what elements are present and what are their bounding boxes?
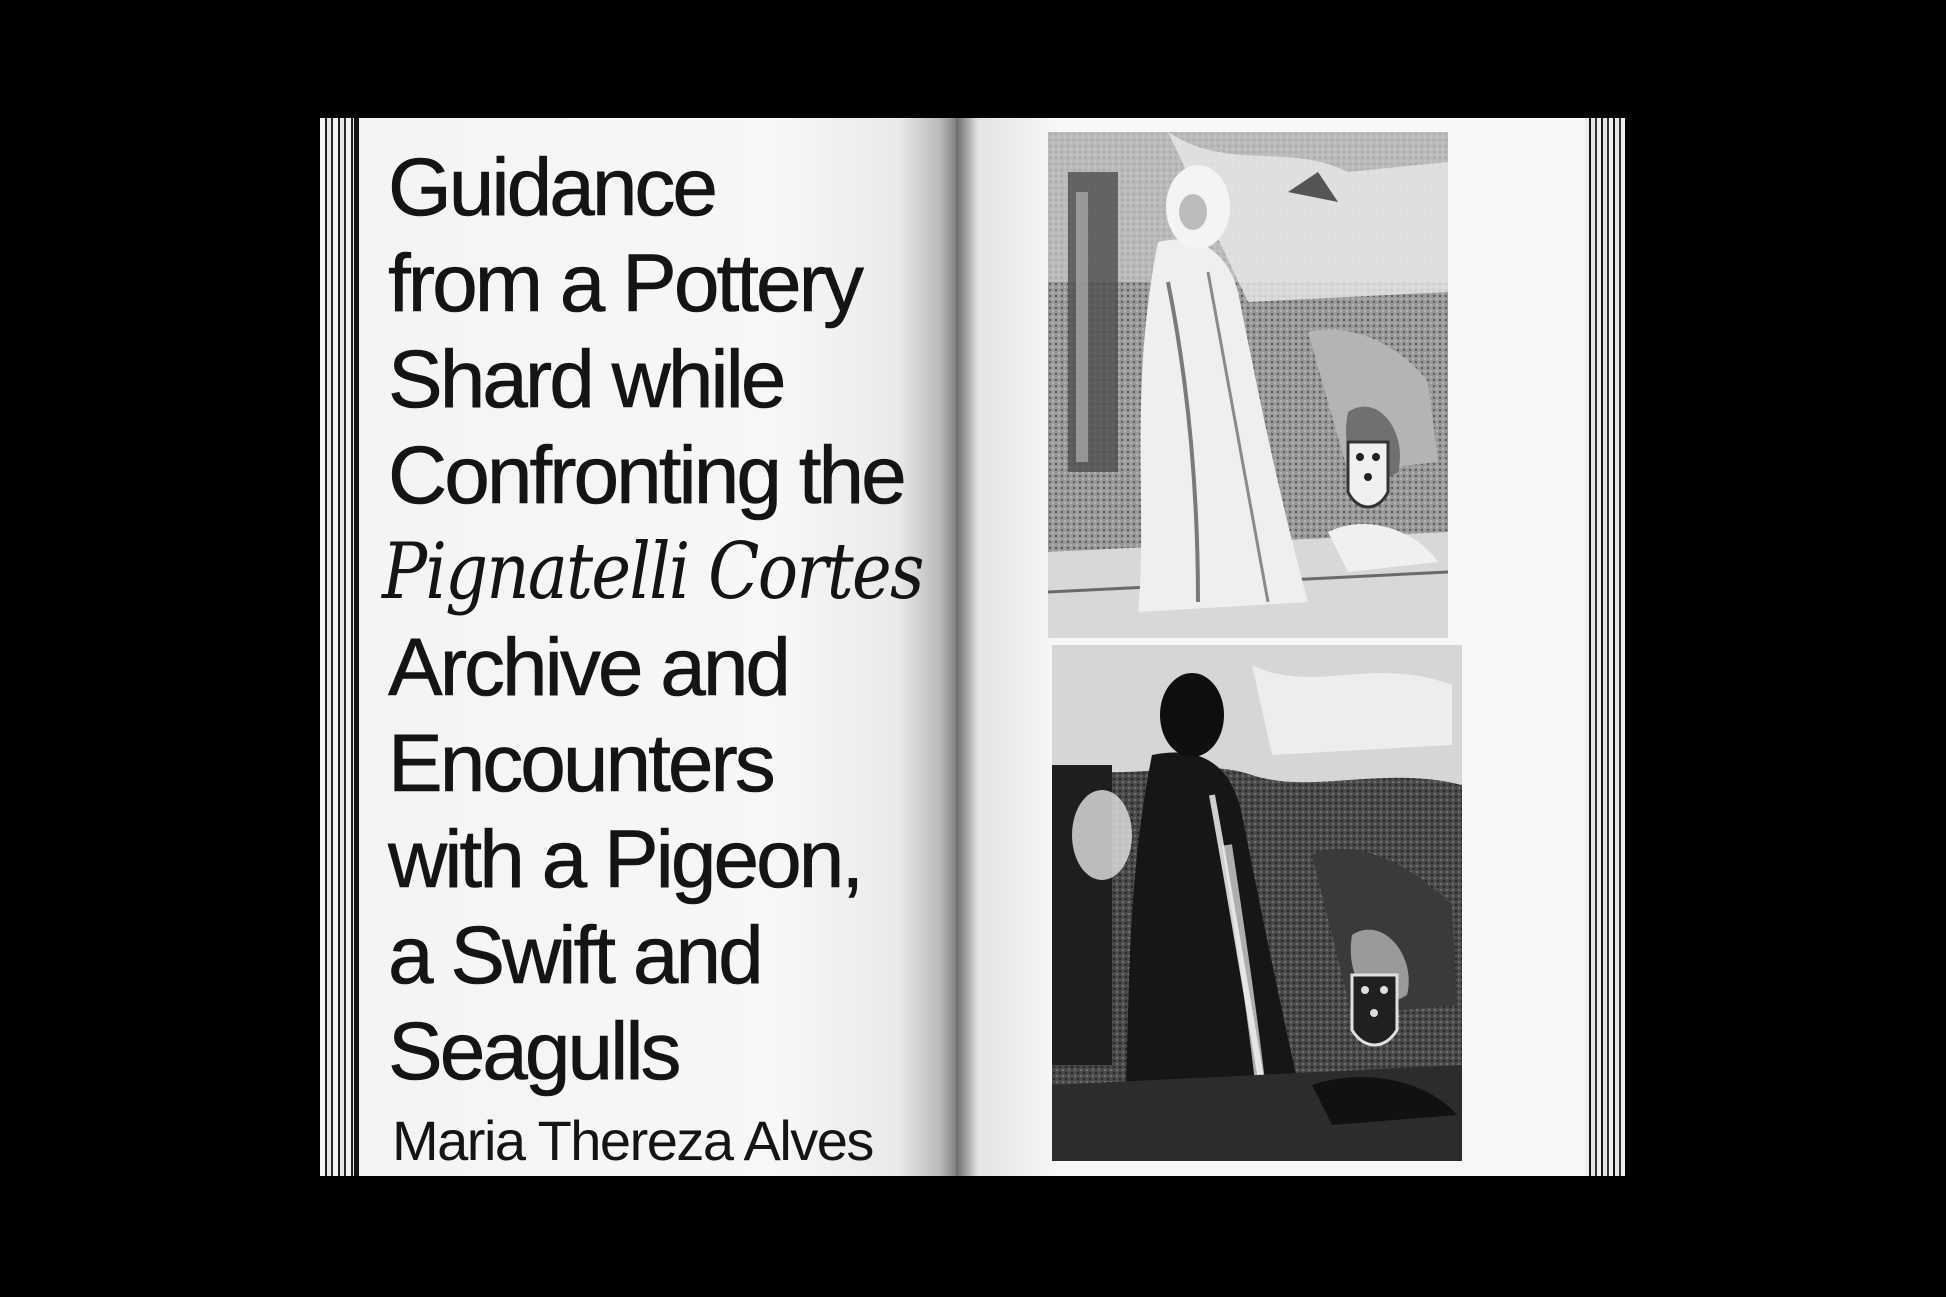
title-script-line: Pignatelli Cortes bbox=[382, 527, 923, 617]
right-page-edges bbox=[1585, 118, 1625, 1176]
title-line: from a Pottery bbox=[388, 238, 861, 329]
title-line: Seagulls bbox=[388, 1006, 679, 1097]
title-line: Confronting the bbox=[388, 430, 904, 521]
title-line: Guidance bbox=[388, 142, 716, 233]
title-line: with a Pigeon, bbox=[388, 814, 862, 905]
left-page-edges bbox=[320, 118, 364, 1176]
title-line: a Swift and bbox=[388, 910, 761, 1001]
title-line: Archive and bbox=[388, 622, 789, 713]
title-line: Encounters bbox=[388, 718, 773, 809]
book-title bbox=[382, 140, 988, 1100]
engraving-illustration-inverted-icon bbox=[1052, 645, 1462, 1161]
author-name: Maria Thereza Alves bbox=[392, 1109, 873, 1172]
left-edge-line bbox=[354, 118, 359, 1176]
title-line: Shard while bbox=[388, 334, 784, 425]
engraving-illustration-icon bbox=[1048, 132, 1448, 638]
